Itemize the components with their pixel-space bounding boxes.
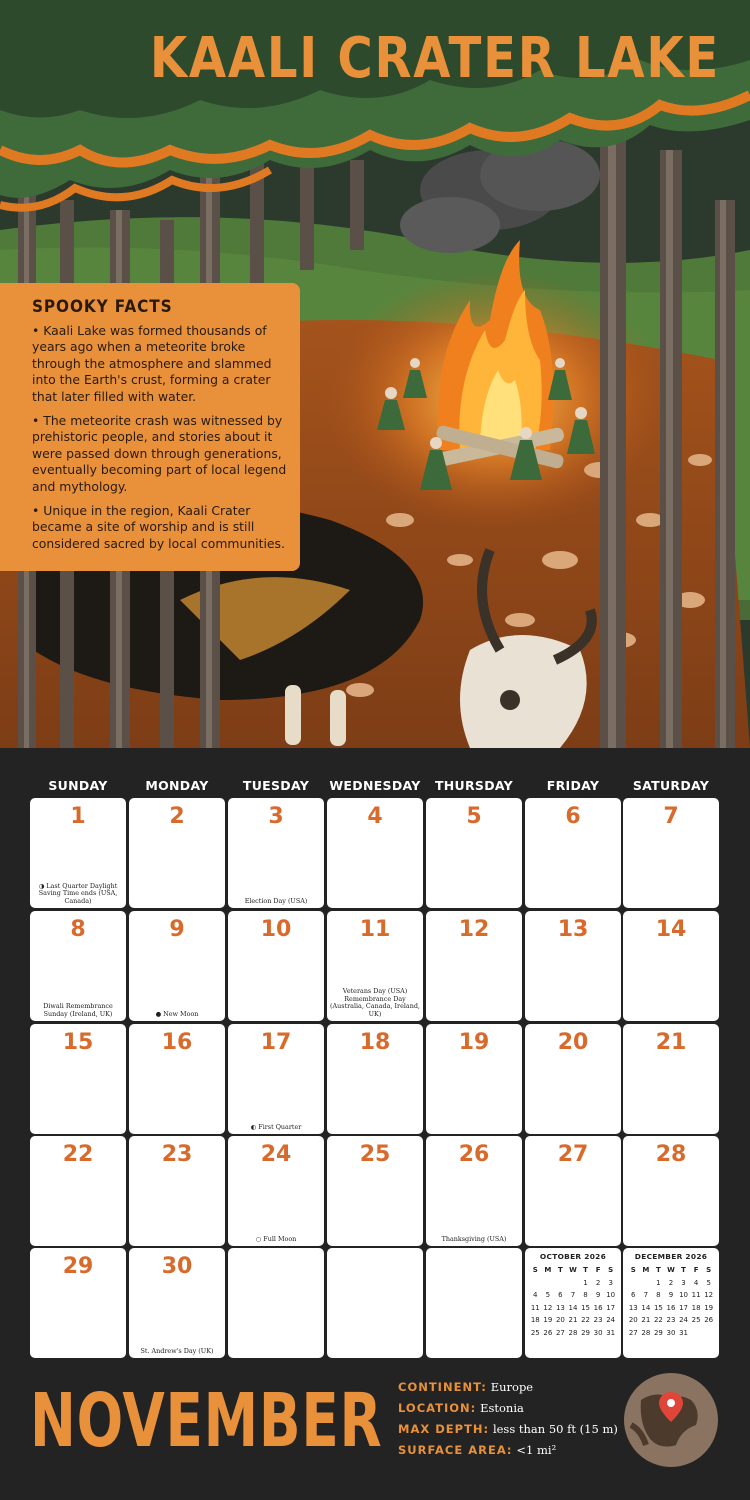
day-number: 28 [655, 1142, 687, 1167]
mini-calendar-weekday: S [608, 1266, 614, 1275]
day-cell-25 [327, 1136, 423, 1246]
day-number: 9 [169, 917, 185, 942]
mini-calendar-day: 22 [581, 1316, 590, 1325]
mini-calendar-head-row [627, 1264, 715, 1277]
facts-heading: SPOOKY FACTS [32, 297, 173, 317]
mini-calendar-title: OCTOBER 2026 [539, 1252, 607, 1261]
day-number: 5 [466, 804, 482, 829]
empty-day-cell [426, 1248, 522, 1358]
mini-calendar-table [627, 1264, 715, 1339]
fact-item: • The meteorite crash was witnessed by prehistoric people, and stories about it were passed down through generations, eventually becoming part of local legend and mythology. [32, 413, 287, 494]
mini-calendar-weekday: S [706, 1266, 712, 1275]
mini-calendar-day: 6 [631, 1291, 636, 1300]
mini-calendar-week [529, 1289, 617, 1302]
mini-calendar-day: 18 [691, 1303, 701, 1312]
lake-info [398, 1380, 618, 1464]
weekday-thursday: THURSDAY [434, 778, 514, 793]
mini-calendar-day: 31 [606, 1328, 616, 1337]
mini-calendar-day [640, 1277, 653, 1290]
weekday-sunday: SUNDAY [48, 778, 108, 793]
mini-calendar-day: 12 [704, 1291, 714, 1300]
day-cell-29 [30, 1248, 126, 1358]
day-number: 20 [557, 1030, 589, 1055]
mini-calendar-day: 4 [533, 1291, 538, 1300]
day-note: ○ Full Moon [255, 1234, 297, 1243]
day-cell-24 [228, 1136, 324, 1246]
day-number: 13 [557, 917, 589, 942]
mini-calendar-day: 10 [606, 1291, 616, 1300]
day-cell-12 [426, 911, 522, 1021]
mini-calendar-day: 7 [643, 1291, 649, 1300]
mini-calendar-day: 15 [581, 1303, 590, 1312]
mini-calendar-day: 29 [581, 1328, 590, 1337]
mini-calendar-day: 25 [691, 1316, 701, 1325]
mini-calendar-day: 19 [704, 1303, 714, 1312]
day-number: 21 [655, 1030, 687, 1055]
mini-calendar-week [627, 1327, 715, 1340]
day-number: 12 [458, 917, 490, 942]
mini-calendar-week [529, 1277, 617, 1290]
mini-calendar-week [529, 1302, 617, 1315]
day-cell-26 [426, 1136, 522, 1246]
mini-calendar-day: 1 [656, 1278, 661, 1287]
mini-calendar-day: 1 [583, 1278, 588, 1287]
mini-calendar-weekday: F [595, 1266, 601, 1275]
mini-calendar-day: 5 [545, 1291, 551, 1300]
mini-calendar-week [627, 1302, 715, 1315]
mini-calendar-day: 17 [606, 1303, 616, 1312]
day-cell-11 [327, 911, 423, 1021]
fact-item: • Unique in the region, Kaali Crater became a site of worship and is still considered sacred by local communities. [32, 503, 285, 551]
spooky-facts-box [0, 283, 300, 571]
day-number: 26 [458, 1142, 490, 1167]
mini-calendar-day [690, 1327, 703, 1340]
day-number: 25 [359, 1142, 391, 1167]
mini-calendar-day [554, 1277, 567, 1290]
info-row-max-depth [398, 1422, 618, 1443]
day-number: 27 [557, 1142, 589, 1167]
day-cell-10 [228, 911, 324, 1021]
mini-calendar-day: 9 [595, 1291, 601, 1300]
mini-calendar-weekday: W [569, 1266, 577, 1275]
mini-calendar-weekday: T [583, 1266, 588, 1275]
mini-calendar-day: 9 [668, 1291, 674, 1300]
mini-calendar-day: 14 [568, 1303, 578, 1312]
day-number: 30 [161, 1254, 193, 1279]
mini-calendar-day: 21 [568, 1316, 578, 1325]
mini-calendar-weekday: T [558, 1266, 563, 1275]
mini-calendar-day: 14 [641, 1303, 651, 1312]
mini-calendar-week [627, 1277, 715, 1290]
day-number: 11 [359, 917, 391, 942]
day-number: 24 [260, 1142, 292, 1167]
mini-calendar-day: 17 [679, 1303, 688, 1312]
mini-calendar-week [627, 1314, 715, 1327]
day-note: ◑ Last Quarter Daylight Saving Time ends (USA, Canada) [38, 881, 118, 905]
day-number: 19 [458, 1030, 490, 1055]
mini-calendar-day: 30 [593, 1328, 603, 1337]
day-cell-3 [228, 798, 324, 908]
mini-calendar-day: 20 [555, 1316, 565, 1325]
weekday-tuesday: TUESDAY [242, 778, 310, 793]
day-note: ● New Moon [155, 1009, 199, 1018]
day-number: 29 [62, 1254, 94, 1279]
day-cell-9 [129, 911, 225, 1021]
mini-calendar-weekday: S [630, 1266, 636, 1275]
page-title: KAALI CRATER LAKE [149, 26, 720, 91]
mini-calendar-weekday: M [642, 1266, 650, 1275]
mini-calendar-day: 25 [530, 1328, 540, 1337]
mini-calendar-day: 3 [681, 1278, 686, 1287]
mini-calendar-week [627, 1289, 715, 1302]
mini-calendar-day: 24 [606, 1316, 616, 1325]
info-label: SURFACE AREA: [398, 1443, 513, 1457]
mini-calendar-day: 6 [558, 1291, 563, 1300]
day-cell-30 [129, 1248, 225, 1358]
weekday-friday: FRIDAY [546, 778, 600, 793]
day-cell-6 [525, 798, 621, 908]
mini-calendar-day: 23 [593, 1316, 603, 1325]
day-cell-5 [426, 798, 522, 908]
day-cell-20 [525, 1024, 621, 1134]
mini-calendar-weekday: T [656, 1266, 661, 1275]
day-cell-22 [30, 1136, 126, 1246]
day-note: St. Andrew's Day (UK) [140, 1346, 214, 1355]
mini-calendar-day: 24 [679, 1316, 688, 1325]
mini-calendar-day: 15 [653, 1303, 663, 1312]
day-cell-28 [623, 1136, 719, 1246]
mini-calendar-weekday: S [532, 1266, 538, 1275]
weekday-saturday: SATURDAY [632, 778, 710, 793]
day-cell-2 [129, 798, 225, 908]
info-label: LOCATION: [398, 1401, 477, 1415]
mini-calendar-day [627, 1277, 640, 1290]
day-note: Veterans Day (USA) Remembrance Day (Australia, Canada, Ireland, UK) [330, 987, 420, 1018]
globe-map-pin-icon [621, 1370, 721, 1474]
info-value: less than 50 ft (15 m) [492, 1422, 618, 1436]
day-note: ◐ First Quarter [250, 1122, 302, 1131]
empty-day-cell [228, 1248, 324, 1358]
info-value: <1 mi² [516, 1443, 557, 1457]
mini-calendar-head-row [529, 1264, 617, 1277]
mini-calendar-day: 3 [608, 1278, 613, 1287]
info-label: MAX DEPTH: [398, 1422, 490, 1436]
mini-calendar-day: 28 [641, 1328, 651, 1337]
mini-calendar-table [529, 1264, 617, 1339]
day-number: 10 [260, 917, 292, 942]
day-number: 2 [169, 804, 185, 829]
mini-calendar-day: 26 [704, 1316, 714, 1325]
mini-calendar-day: 21 [641, 1316, 651, 1325]
calendar-grid [0, 748, 750, 1368]
mini-calendar-day: 12 [543, 1303, 553, 1312]
day-cell-21 [623, 1024, 719, 1134]
day-number: 8 [70, 917, 86, 942]
mini-calendar-day: 29 [653, 1328, 663, 1337]
day-cell-15 [30, 1024, 126, 1134]
day-cell-8 [30, 911, 126, 1021]
day-cell-1 [30, 798, 126, 908]
mini-calendar-day: 28 [568, 1328, 578, 1337]
empty-day-cell [327, 1248, 423, 1358]
day-cell-17 [228, 1024, 324, 1134]
day-note: Diwali Remembrance Sunday (Ireland, UK) [43, 1002, 113, 1018]
mini-calendar-day: 27 [555, 1328, 565, 1337]
info-value: Estonia [480, 1401, 524, 1415]
mini-calendar-day: 4 [693, 1278, 699, 1287]
day-note: Thanksgiving (USA) [441, 1234, 507, 1243]
day-number: 7 [663, 804, 679, 829]
fact-item: • Kaali Lake was formed thousands of years ago when a meteorite broke through the atmosphere and slammed into the Earth's crust, forming a crater that later filled with water. [32, 323, 272, 404]
day-number: 15 [62, 1030, 94, 1055]
day-number: 22 [62, 1142, 94, 1167]
mini-calendar-day: 2 [668, 1278, 674, 1287]
mini-calendar-day: 2 [595, 1278, 601, 1287]
mini-calendar-day [529, 1277, 542, 1290]
day-number: 16 [161, 1030, 193, 1055]
info-row-continent [398, 1380, 618, 1401]
weekday-wednesday: WEDNESDAY [329, 778, 421, 793]
day-cell-4 [327, 798, 423, 908]
info-row-location [398, 1401, 618, 1422]
mini-calendar-day: 13 [555, 1303, 565, 1312]
mini-calendar-day: 20 [628, 1316, 638, 1325]
day-cell-27 [525, 1136, 621, 1246]
mini-calendar-day: 8 [583, 1291, 588, 1300]
day-number: 23 [161, 1142, 193, 1167]
mini-calendar-day: 7 [570, 1291, 576, 1300]
mini-calendar-day: 16 [593, 1303, 603, 1312]
mini-calendar-day: 13 [628, 1303, 638, 1312]
info-row-surface-area [398, 1443, 618, 1464]
mini-calendar-title: DECEMBER 2026 [634, 1252, 708, 1261]
day-number: 17 [260, 1030, 292, 1055]
day-number: 3 [268, 804, 284, 829]
day-cell-13 [525, 911, 621, 1021]
mini-calendar-weekday: T [681, 1266, 686, 1275]
day-number: 4 [367, 804, 383, 829]
mini-calendar-december [623, 1248, 719, 1358]
mini-calendar-day: 30 [666, 1328, 676, 1337]
day-cell-23 [129, 1136, 225, 1246]
mini-calendar-day: 11 [691, 1291, 701, 1300]
day-number: 6 [565, 804, 581, 829]
info-label: CONTINENT: [398, 1380, 487, 1394]
mini-calendar-weekday: M [544, 1266, 552, 1275]
mini-calendar-october [525, 1248, 621, 1358]
mini-calendar-day [702, 1327, 715, 1340]
mini-calendar-day: 11 [530, 1303, 540, 1312]
day-number: 14 [655, 917, 687, 942]
mini-calendar-weekday: F [693, 1266, 699, 1275]
mini-calendar-day: 26 [543, 1328, 553, 1337]
day-number: 1 [70, 804, 86, 829]
weekday-monday: MONDAY [145, 778, 209, 793]
day-number: 18 [359, 1030, 391, 1055]
day-cell-7 [623, 798, 719, 908]
mini-calendar-day: 23 [666, 1316, 676, 1325]
mini-calendar-day: 22 [653, 1316, 663, 1325]
mini-calendar-weekday: W [667, 1266, 675, 1275]
info-value: Europe [490, 1380, 534, 1394]
mini-calendar-day [567, 1277, 580, 1290]
mini-calendar-day: 19 [543, 1316, 553, 1325]
day-cell-18 [327, 1024, 423, 1134]
mini-calendar-week [529, 1327, 617, 1340]
day-note: Election Day (USA) [244, 896, 308, 905]
day-cell-16 [129, 1024, 225, 1134]
mini-calendar-day: 27 [628, 1328, 638, 1337]
day-cell-14 [623, 911, 719, 1021]
mini-calendar-day: 5 [706, 1278, 711, 1287]
mini-calendar-week [529, 1314, 617, 1327]
mini-calendar-day: 10 [679, 1291, 688, 1300]
mini-calendar-day [542, 1277, 555, 1290]
mini-calendar-day: 31 [679, 1328, 688, 1337]
month-name: NOVEMBER [30, 1378, 383, 1464]
mini-calendar-day: 8 [656, 1291, 661, 1300]
day-cell-19 [426, 1024, 522, 1134]
mini-calendar-day: 18 [530, 1316, 540, 1325]
mini-calendar-day: 16 [666, 1303, 676, 1312]
